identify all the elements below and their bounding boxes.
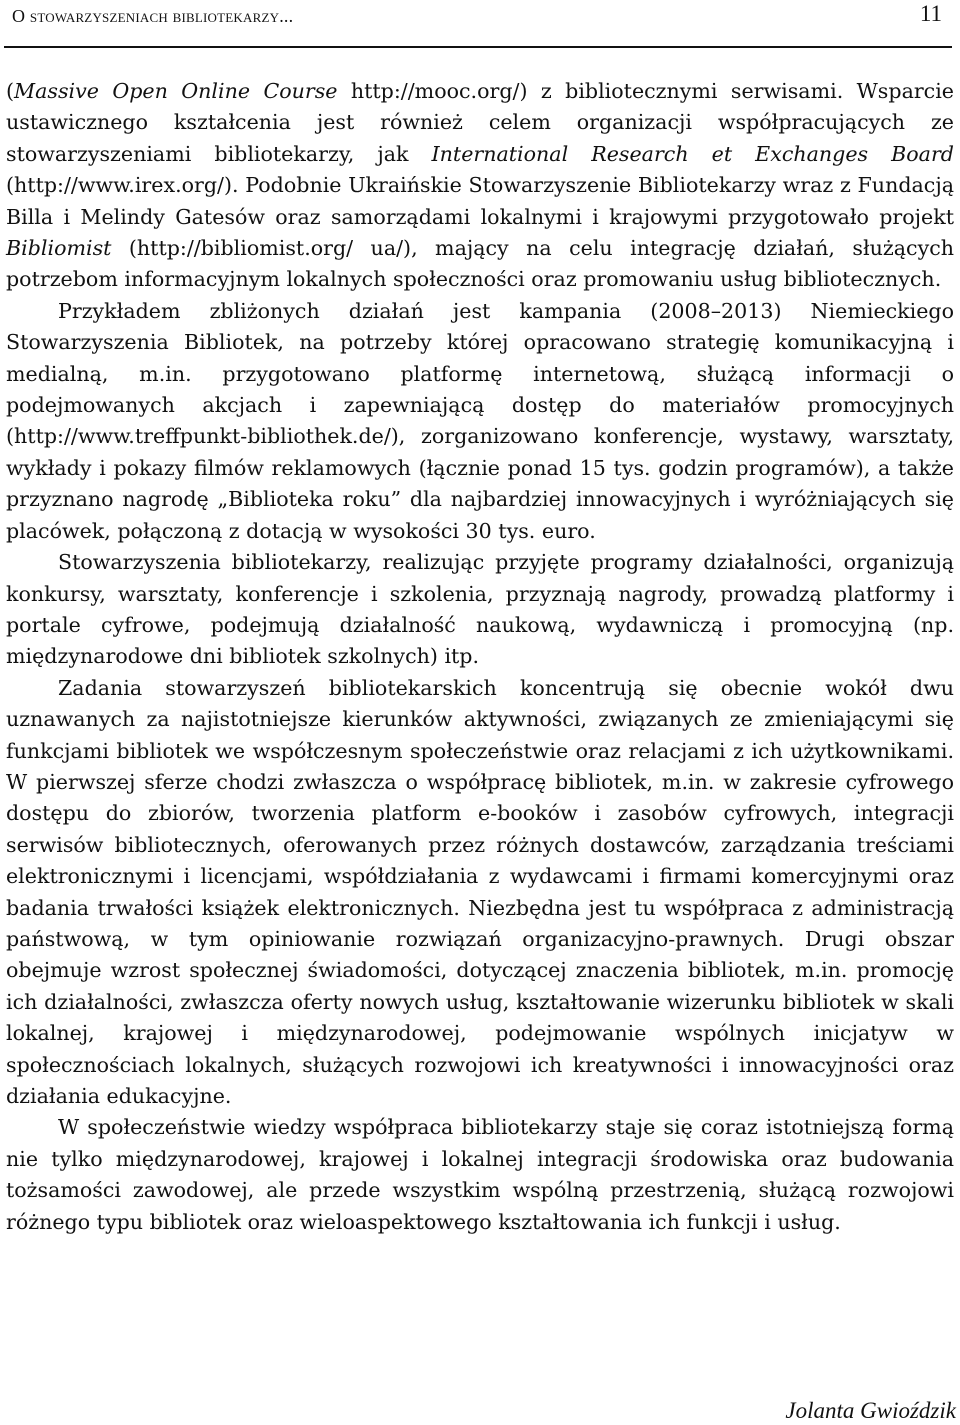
text-run: (http://www.irex.org/). Podobnie Ukraińskie Stowarzyszenie Bibliotekarzy wraz z Fundacją Billa i Melindy Gatesów oraz samorządami lokalnymi i krajowymi przygotowało projekt [6, 173, 954, 229]
page-number: 11 [919, 1, 942, 26]
running-header-title: O stowarzyszeniach bibliotekarzy... [12, 6, 294, 26]
body-paragraph [6, 673, 954, 1113]
italic-text-run: Bibliomist [6, 236, 112, 261]
italic-text-run: Massive Open Online Course [14, 79, 338, 103]
body-paragraph [6, 1112, 954, 1238]
running-header [4, 0, 952, 48]
text-run: ( [6, 79, 15, 103]
text-run: Przykładem zbliżonych działań jest kampania (2008–2013) Niemieckiego Stowarzyszenia Bibliotek, na potrzeby której opracowano strategię komunikacyjną i medialną, m.in. przygotowano platformę internetową, służącą informacji o podejmowanych akcjach i zapewniającą dostęp do materiałów promocyjnych (http://www.treffpunkt-bibliothek.de/), zorganizowano konferencje, wystawy, warsztaty, wykłady i pokazy filmów reklamowych (łącznie ponad 15 tys. godzin programów), a także przyznano nagrodę „Biblioteka roku” dla najbardziej innowacyjnych i wyróżniających się placówek, połączoną z dotacją w wysokości 30 tys. euro. [6, 298, 954, 543]
body-paragraph [6, 76, 954, 296]
italic-text-run: International Research et Exchanges Board [431, 141, 954, 166]
body-paragraph [6, 296, 954, 547]
text-run: http://mooc.org/) z bibliotecznymi serwisami. Wsparcie ustawicznego kształcenia jest również celem organizacji współpracujących ze stowarzyszeniami bibliotekarzy, jak [6, 79, 954, 166]
body-paragraph [6, 547, 954, 673]
author-signature: Jolanta Gwioździk [785, 1398, 956, 1423]
body-text [6, 76, 954, 1238]
text-run: Stowarzyszenia bibliotekarzy, realizując przyjęte programy działalności, organizują konkursy, warsztaty, konferencje i szkolenia, przyznają nagrody, prowadzą platformy i portale cyfrowe, podejmują działalność naukową, wydawniczą i promocyjną (np. międzynarodowe dni bibliotek szkolnych) itp. [6, 550, 954, 669]
text-run: Zadania stowarzyszeń bibliotekarskich koncentrują się obecnie wokół dwu uznawanych za najistotniejsze kierunków aktywności, związanych ze zmieniającymi się funkcjami bibliotek we współczesnym społeczeństwie oraz relacjami z ich użytkownikami. W pierwszej sferze chodzi zwłaszcza o współpracę bibliotek, m.in. w zakresie cyfrowego dostępu do zbiorów, tworzenia platform e-booków i zasobów cyfrowych, integracji serwisów bibliotecznych, oferowanych przez różnych dostawców, zarządzania treściami elektronicznymi i licencjami, współdziałania z wydawcami i firmami komercyjnymi oraz badania trwałości książek elektronicznych. Niezbędna jest tu współpraca z administracją państwową, w tym opiniowanie rozwiązań organizacyjno-prawnych. Drugi obszar obejmuje wzrost społecznej świadomości, dotyczącej znaczenia bibliotek, m.in. promocję ich działalności, zwłaszcza oferty nowych usług, kształtowanie wizerunku bibliotek w skali lokalnej, krajowej i międzynarodowej, podejmowanie wspólnych inicjatyw w społecznościach lokalnych, służących rozwojowi ich kreatywności i innowacyjności oraz działania edukacyjne. [6, 675, 954, 1108]
text-run: W społeczeństwie wiedzy współpraca bibliotekarzy staje się coraz istotniejszą formą nie tylko międzynarodowej, krajowej i lokalnej integracji środowiska oraz budowania tożsamości zawodowej, ale przede wszystkim wspólną przestrzenią, służącą rozwojowi różnego typu bibliotek oraz wieloaspektowego kształtowania ich funkcji i usług. [6, 1115, 954, 1234]
text-run: (http://bibliomist.org/ ua/), mający na celu integrację działań, służących potrzebom informacyjnym lokalnych społeczności oraz promowaniu usług bibliotecznych. [6, 236, 954, 292]
